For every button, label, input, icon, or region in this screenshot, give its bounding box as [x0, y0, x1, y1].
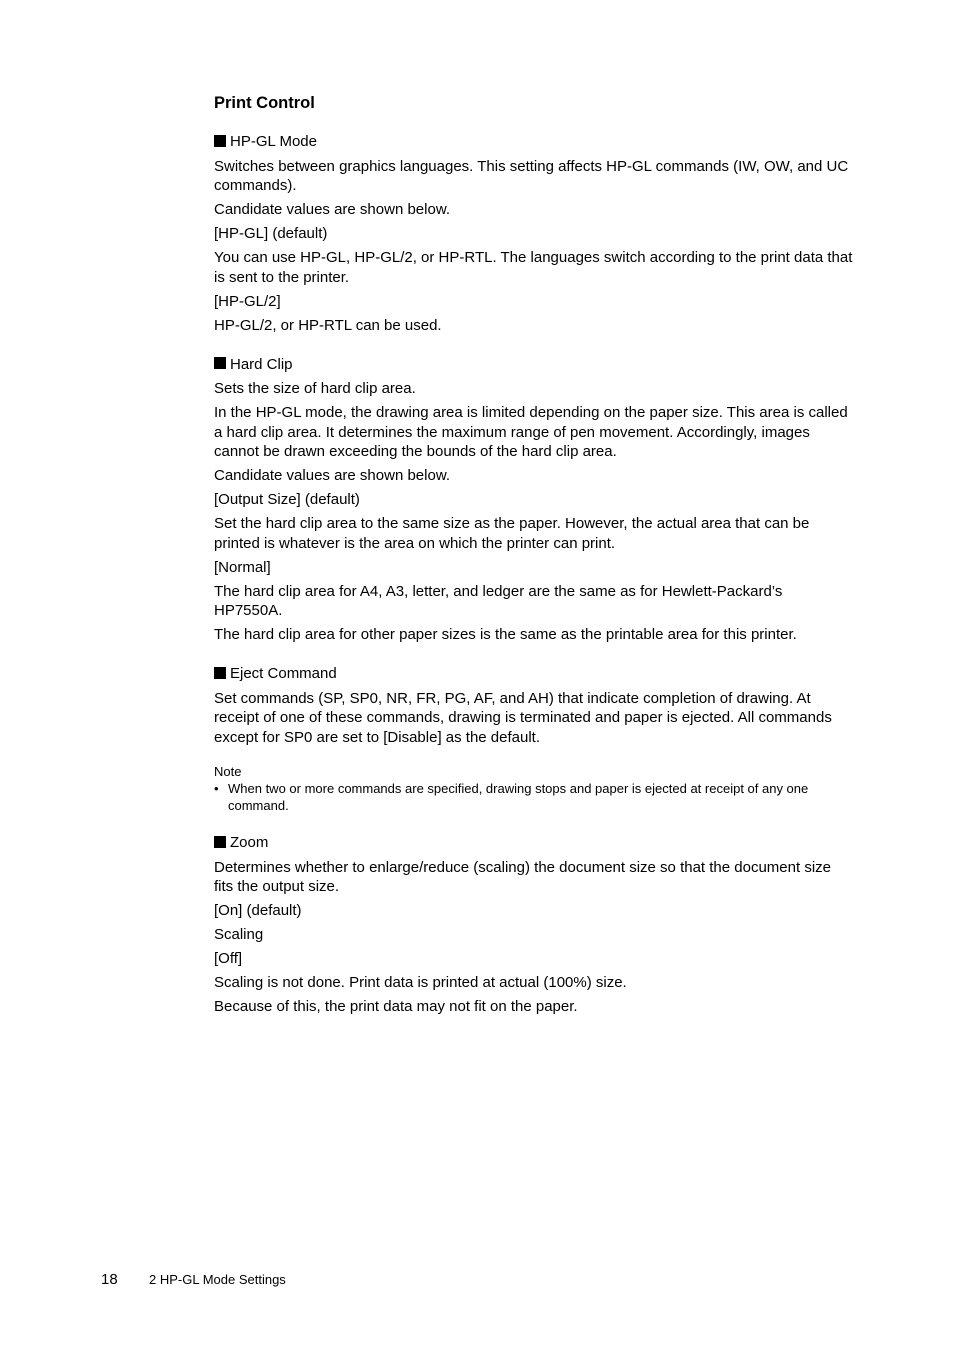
note-text: When two or more commands are specified, drawing stops and paper is ejected at receipt of any one command. [228, 781, 809, 813]
black-square-icon [214, 135, 226, 147]
paragraph: [On] (default) [214, 902, 302, 919]
paragraph: [Normal] [214, 558, 271, 576]
paragraph: Because of this, the print data may not fit on the paper. [214, 998, 578, 1015]
section-heading-label: Hard Clip [230, 355, 293, 373]
section-heading [214, 833, 854, 853]
section-heading [214, 132, 854, 152]
paragraph: The hard clip area for other paper sizes is the same as the printable area for this printer. [214, 626, 797, 643]
chapter-title: 2 HP-GL Mode Settings [149, 1272, 286, 1287]
paragraph: Candidate values are shown below. [214, 467, 450, 484]
paragraph: Set commands (SP, SP0, NR, FR, PG, AF, and AH) that indicate completion of drawing. At receipt of one of these commands, drawing is terminated and paper is ejected. All commands except for SP0 are set to [Disable] as the default. [214, 689, 832, 746]
note-label: Note [214, 764, 242, 779]
paragraph: Candidate values are shown below. [214, 201, 450, 218]
section-eject-command [214, 664, 854, 814]
paragraph: In the HP-GL mode, the drawing area is limited depending on the paper size. This area is called a hard clip area. It determines the maximum range of pen movement. Accordingly, images cannot be drawn exceeding the bounds of the hard clip area. [214, 404, 848, 460]
section-heading-label: HP-GL Mode [230, 133, 317, 150]
paragraph: Sets the size of hard clip area. [214, 380, 416, 397]
black-square-icon [214, 667, 226, 679]
section-heading [214, 664, 854, 684]
page-number: 18 [101, 1271, 118, 1288]
paragraph: Scaling [214, 926, 264, 943]
paragraph: You can use HP-GL, HP-GL/2, or HP-RTL. The languages switch according to the print data that is sent to the printer. [214, 249, 853, 286]
note-item [214, 780, 854, 814]
section-heading-label: Eject Command [230, 665, 337, 682]
page-footer [101, 1271, 286, 1288]
bullet-icon: • [214, 781, 219, 796]
paragraph: [Output Size] (default) [214, 491, 360, 508]
paragraph: Determines whether to enlarge/reduce (scaling) the document size so that the document size fits the output size. [214, 858, 831, 895]
section-zoom [214, 833, 854, 1017]
paragraph: [Off] [214, 950, 243, 967]
paragraph: The hard clip area for A4, A3, letter, and ledger are the same as for Hewlett-Packard’s HP7550A. [214, 582, 783, 619]
paragraph: [HP-GL/2] [214, 292, 281, 310]
black-square-icon [214, 357, 226, 369]
section-heading [214, 355, 854, 375]
section-hpgl-mode [214, 132, 854, 335]
paragraph: Scaling is not done. Print data is printed at actual (100%) size. [214, 974, 627, 991]
paragraph: [HP-GL] (default) [214, 225, 328, 242]
note-block [214, 763, 854, 814]
paragraph: Switches between graphics languages. This setting affects HP-GL commands (IW, OW, and UC commands). [214, 157, 849, 194]
page-content [214, 93, 854, 1021]
section-hard-clip [214, 355, 854, 645]
paragraph: HP-GL/2, or HP-RTL can be used. [214, 316, 442, 334]
black-square-icon [214, 836, 226, 848]
paragraph: Set the hard clip area to the same size as the paper. However, the actual area that can be printed is whatever is the area on which the printer can print. [214, 515, 810, 552]
section-heading-label: Zoom [230, 834, 269, 851]
page-title: Print Control [214, 94, 315, 112]
